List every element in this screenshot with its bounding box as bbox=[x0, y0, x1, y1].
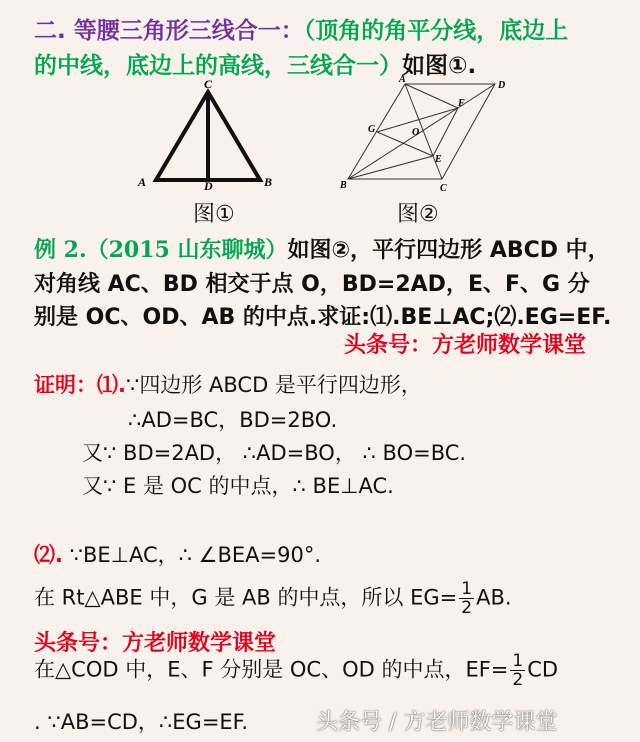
figure-2-parallelogram bbox=[330, 74, 520, 198]
proof-label: 证明：⑴. bbox=[34, 373, 126, 397]
figure2-label-o: O bbox=[412, 127, 420, 138]
watermark-red-1: 头条号：方老师数学课堂 bbox=[344, 333, 587, 358]
figure2-label-d: D bbox=[498, 80, 506, 91]
figure2-label-e: E bbox=[435, 154, 442, 165]
example-label: 例 2.（2015 山东聊城） bbox=[34, 237, 288, 263]
proof-line5 bbox=[34, 580, 512, 617]
proof-line5-tail: AB. bbox=[476, 585, 512, 610]
figure1-label-d: D bbox=[204, 179, 213, 193]
section-heading-ref: 如图①. bbox=[402, 53, 477, 79]
fraction-one-half bbox=[459, 580, 474, 617]
proof-part2-label: ⑵. bbox=[34, 543, 63, 567]
proof-part2-line1 bbox=[34, 539, 321, 569]
proof-line3: 又∵ BD=2AD， ∴AD=BO， ∴ BO=BC. bbox=[82, 441, 467, 465]
proof-line6-text: 在△COD 中，E、F 分别是 OC、OD 的中点，EF= bbox=[34, 657, 509, 682]
section-heading-title: 二. 等腰三角形三线合一： bbox=[34, 18, 304, 44]
section-heading-note: （顶角的角平分线，底边上 bbox=[303, 18, 569, 44]
proof-line4: 又∵ E 是 OC 的中点，∴ BE⊥AC. bbox=[82, 474, 394, 498]
figure-2-caption: 图② bbox=[397, 202, 439, 227]
proof-line7: . ∵AB=CD，∴EG=EF. bbox=[34, 710, 249, 734]
fraction-denominator-2: 2 bbox=[512, 670, 524, 690]
proof-line6 bbox=[34, 652, 558, 689]
proof-line6-tail: CD bbox=[527, 657, 559, 682]
figure-1-triangle bbox=[120, 78, 300, 198]
example-line3: 别是 OC、OD、AB 的中点.求证:⑴.BE⊥AC;⑵.EG=EF. bbox=[34, 305, 612, 330]
watermark-footer: 头条号 / 方老师数学课堂 bbox=[316, 710, 558, 735]
example-line2: 对角线 AC、BD 相交于点 O，BD=2AD，E、F、G 分 bbox=[34, 272, 590, 297]
figure2-label-g: G bbox=[368, 124, 376, 135]
proof-line5-text: 在 Rt△ABE 中，G 是 AB 的中点，所以 EG= bbox=[34, 585, 458, 610]
segment-be bbox=[348, 156, 433, 179]
proof-line2: ∴AD=BC，BD=2BO. bbox=[128, 408, 338, 432]
figure2-label-c: C bbox=[440, 183, 447, 194]
section-heading-note-cont: 的中线，底边上的高线，三线合一） bbox=[34, 53, 402, 79]
figure1-label-a: A bbox=[138, 175, 147, 189]
fraction-one-half-2 bbox=[510, 652, 525, 689]
figure-1-caption: 图① bbox=[193, 202, 235, 227]
fraction-numerator: 1 bbox=[461, 579, 473, 599]
figure2-label-f: F bbox=[458, 98, 465, 109]
proof-part2-text: ∵BE⊥AC，∴ ∠BEA=90°. bbox=[62, 543, 322, 567]
figure1-label-b: B bbox=[264, 175, 273, 189]
proof-line1 bbox=[34, 369, 422, 399]
example-text-1: 如图②，平行四边形 ABCD 中， bbox=[287, 238, 610, 263]
fraction-denominator: 2 bbox=[461, 598, 473, 618]
watermark-red-2: 头条号：方老师数学课堂 bbox=[34, 631, 277, 656]
section-heading-line1 bbox=[34, 12, 568, 45]
figure2-label-a: A bbox=[399, 74, 406, 85]
example-line1 bbox=[34, 233, 610, 264]
proof-text-1: ∵四边形 ABCD 是平行四边形， bbox=[125, 373, 422, 397]
fraction-numerator-2: 1 bbox=[512, 651, 524, 671]
figure2-label-b: B bbox=[340, 180, 347, 191]
segment-ef bbox=[433, 108, 458, 156]
figure1-label-c: C bbox=[204, 78, 213, 91]
